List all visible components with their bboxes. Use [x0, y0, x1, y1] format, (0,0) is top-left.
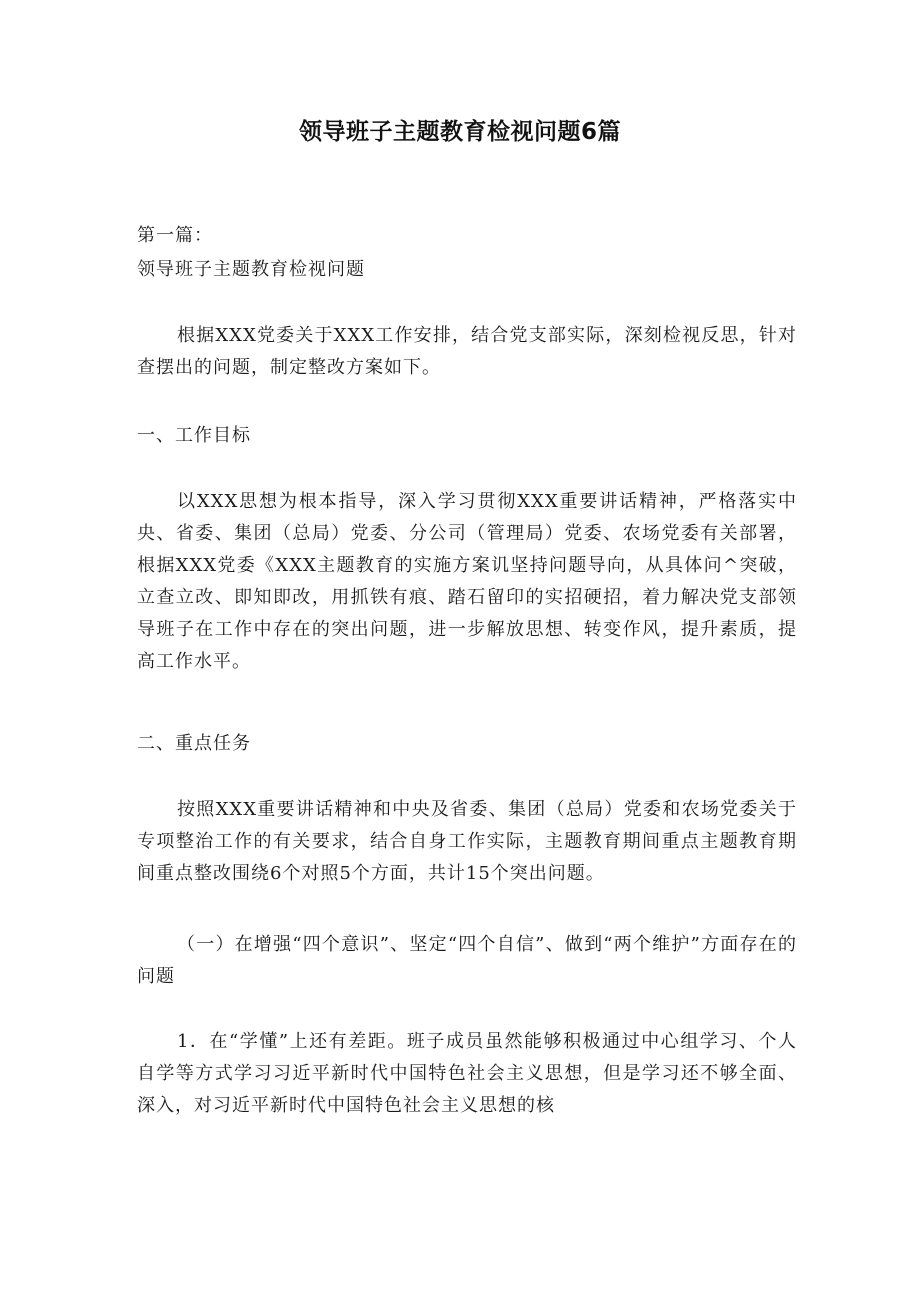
section1-paragraph: 以XXX思想为根本指导，深入学习贯彻XXX重要讲话精神，严格落实中央、省委、集团（总局）党委、分公司（管理局）党委、农场党委有关部署，根据XXX党委《XXX主题教育的实施方案讥坚持问题导向，从具体问^突破，立查立改、即知即改，用抓铁有痕、踏石留印的实招硬招，着力解决党支部领导班子在工作中存在的突出问题，进一步解放思想、转变作风，提升素质，提高工作水平。 — [137, 491, 797, 672]
chapter-label: 第一篇： — [137, 225, 213, 246]
document-title: 领导班子主题教育检视问题6篇 — [298, 119, 621, 145]
intro-paragraph: 根据XXX党委关于XXX工作安排，结合党支部实际，深刻检视反思，针对查摆出的问题，制定整改方案如下。 — [137, 325, 797, 378]
chapter-subtitle: 领导班子主题教育检视问题 — [137, 259, 365, 280]
section2-paragraph: 按照XXX重要讲话精神和中央及省委、集团（总局）党委和农场党委关于专项整治工作的有关要求，结合自身工作实际，主题教育期间重点主题教育期间重点整改围绕6个对照5个方面，共计15个突出问题。 — [137, 799, 797, 884]
section1-heading: 一、工作目标 — [137, 425, 251, 446]
subsection1-item1: 1．在“学懂”上还有差距。班子成员虽然能够积极通过中心组学习、个人自学等方式学习习近平新时代中国特色社会主义思想，但是学习还不够全面、深入，对习近平新时代中国特色社会主义思想的核 — [137, 1031, 797, 1116]
section2-heading: 二、重点任务 — [137, 733, 251, 754]
subsection1-heading: （一）在增强“四个意识”、坚定“四个自信”、做到“两个维护”方面存在的问题 — [137, 934, 797, 987]
